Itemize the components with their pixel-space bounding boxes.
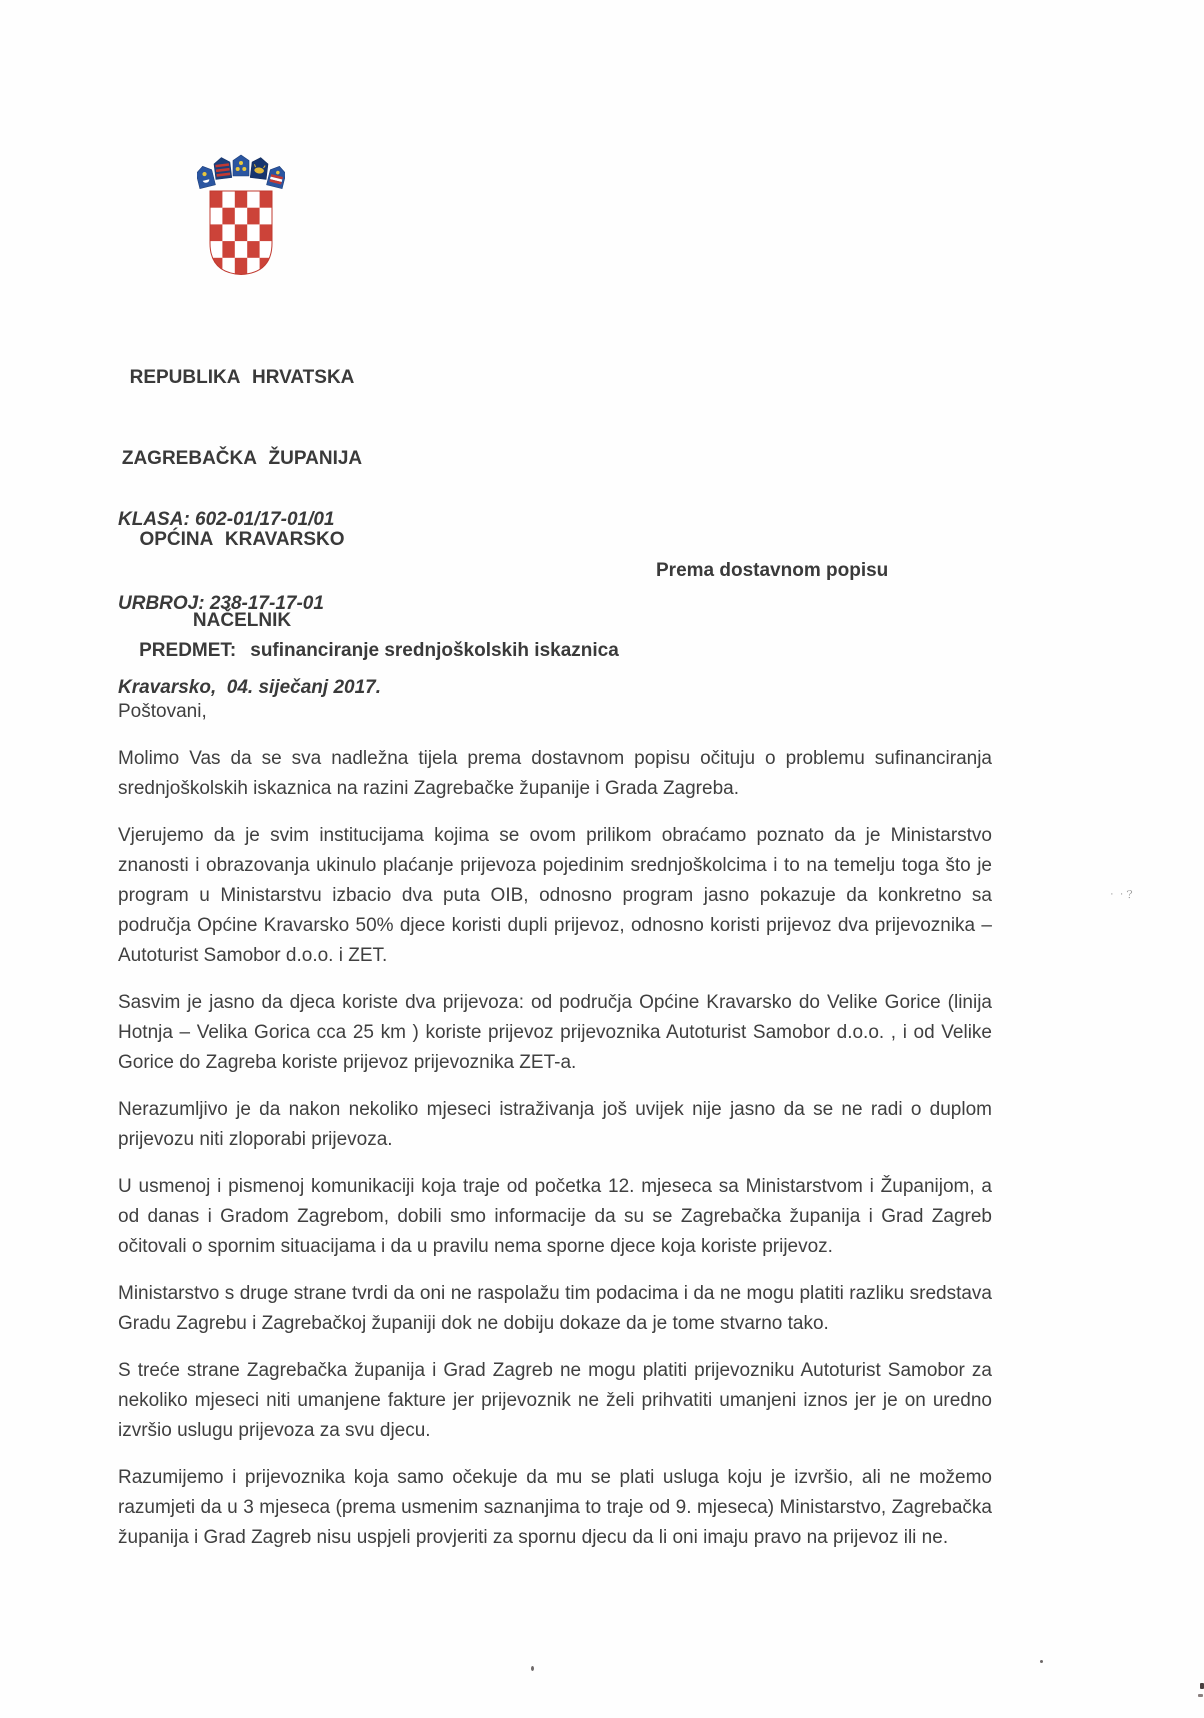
scan-artifact: · ·﹖ [1110, 886, 1136, 900]
klasa-line: KLASA: 602-01/17-01/01 [118, 509, 335, 530]
croatian-coat-of-arms-icon [197, 153, 285, 277]
letterhead-line-office: NAČELNIK [192, 610, 292, 631]
urbroj-line: URBROJ: 238-17-17-01 [118, 593, 324, 614]
subject-label: PREDMET: [139, 640, 237, 661]
salutation: Poštovani, [118, 701, 207, 722]
scan-artifact [1040, 1660, 1043, 1663]
body-paragraph: Vjerujemo da je svim institucijama kojima se ovom prilikom obraćamo poznato da je Ministarstvo znanosti i obrazovanja ukinulo plaćanje prijevoza pojedinim srednjoškolcima i to na temelju toga što je program u Ministarstvu izbacio dva puta OIB, odnosno program jasno pokazuje da konkretno sa područja Općine Kravarsko 50% djece koristi dupli prijevoz, odnosno koristi prijevoz dva prijevoznika – Autoturist Samobor d.o.o. i ZET. [118, 825, 992, 966]
body-paragraph: Razumijemo i prijevoznika koja samo očekuje da mu se plati usluga koju je izvršio, ali ne možemo razumjeti da u 3 mjeseca (prema usmenim saznanjima to traje od 9. mjeseca) Ministarstvo, Zagrebačka županija i Grad Zagreb nisu uspjeli provjeriti za spornu djecu da li oni imaju pravo na prijevoz ili ne. [118, 1467, 992, 1548]
scan-artifact [531, 1666, 534, 1671]
letterhead-line-municipality: OPĆINA KRAVARSKO [139, 529, 345, 550]
letterhead-line-county: ZAGREBAČKA ŽUPANIJA [121, 448, 363, 469]
letter-body [118, 697, 992, 1553]
body-paragraph: Nerazumljivo je da nakon nekoliko mjeseci istraživanja još uvijek nije jasno da se ne radi o duplom prijevozu niti zloporabi prijevoza. [118, 1099, 992, 1150]
crest-shield [210, 191, 272, 275]
body-paragraph: S treće strane Zagrebačka županija i Grad Zagreb ne mogu platiti prijevozniku Autoturist Samobor za nekoliko mjeseci niti umanjene fakture jer prijevoznik ne želi prihvatiti umanjeni iznos jer je on uredno izvršio uslugu prijevoza za svu djecu. [118, 1360, 992, 1441]
letterhead-line-republic: REPUBLIKA HRVATSKA [129, 367, 355, 388]
scan-artifact [1200, 1683, 1204, 1689]
body-paragraph: U usmenoj i pismenoj komunikaciji koja traje od početka 12. mjeseca sa Ministarstvom i Županijom, a od danas i Gradom Zagrebom, dobili smo informacije da su se Zagrebačka županija i Grad Zagreb očitovali o spornim situacijama i da u pravilu nema sporne djece koja koriste prijevoz. [118, 1176, 992, 1257]
body-paragraph: Ministarstvo s druge strane tvrdi da oni ne raspolažu tim podacima i da ne mogu platiti razliku sredstava Gradu Zagrebu i Zagrebačkoj županiji dok ne dobiju dokaze da je tome stvarno tako. [118, 1283, 992, 1334]
crest-crown [197, 155, 285, 189]
recipient-note: Prema dostavnom popisu [656, 560, 889, 581]
body-paragraph: Sasvim je jasno da djeca koriste dva prijevoza: od područja Općine Kravarsko do Velike Gorice (linija Hotnja – Velika Gorica cca 25 km ) koriste prijevoz prijevoznika Autoturist Samobor d.o.o. , i od Velike Gorice do Zagreba koriste prijevoz prijevoznika ZET-a. [118, 992, 992, 1073]
scan-artifact [1198, 1694, 1203, 1697]
body-paragraph: Molimo Vas da se sva nadležna tijela prema dostavnom popisu očituju o problemu sufinanciranja srednjoškolskih iskaznica na razini Zagrebačke županije i Grada Zagreba. [118, 748, 992, 799]
subject-line [118, 618, 619, 684]
place-date-line: Kravarsko, 04. siječanj 2017. [118, 677, 382, 698]
subject-text: sufinanciranje srednjoškolskih iskaznica [250, 640, 619, 661]
